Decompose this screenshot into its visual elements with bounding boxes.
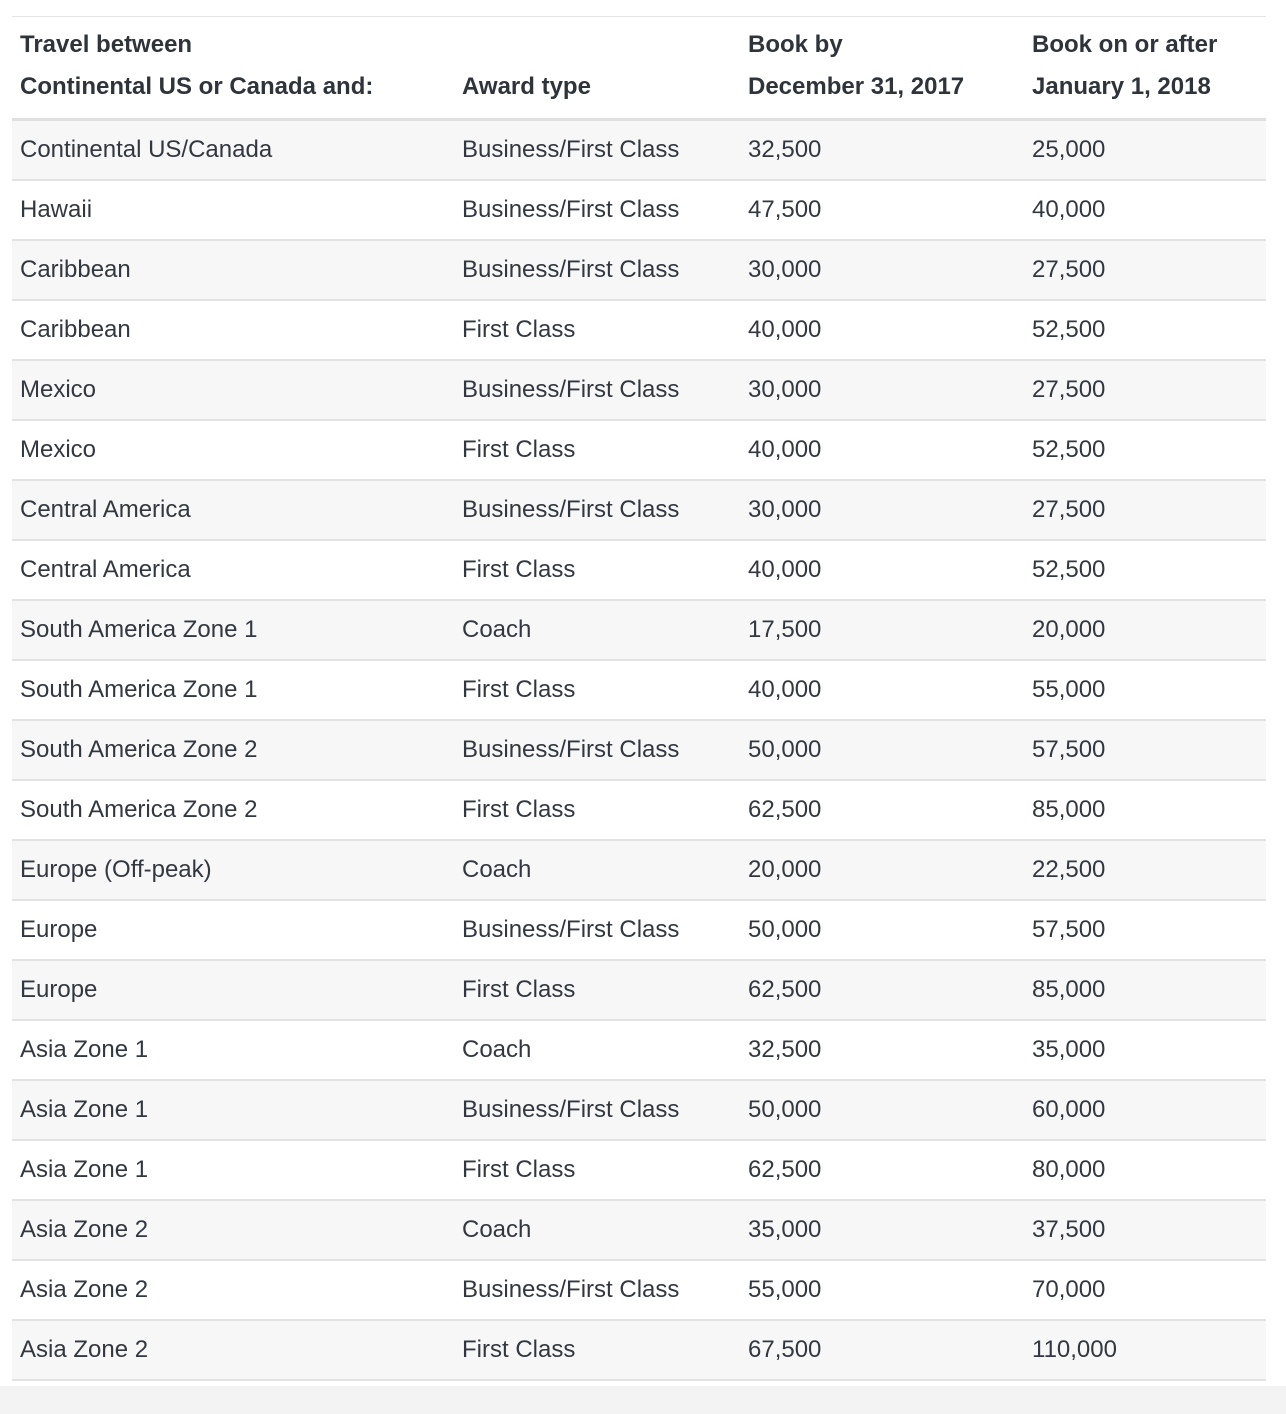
cell-book-by: 62,500: [748, 795, 822, 823]
header-book-after-line2: January 1, 2018: [1032, 73, 1211, 100]
header-book-after: [1024, 17, 1266, 120]
table-row: [12, 300, 1266, 360]
cell-destination: South America Zone 1: [20, 615, 258, 643]
table-row: [12, 360, 1266, 420]
cell-destination: Central America: [20, 495, 191, 523]
cell-destination: Europe: [20, 915, 98, 943]
header-destination: [12, 17, 454, 120]
cell-book-after: 22,500: [1032, 855, 1106, 883]
header-row: [12, 17, 1266, 120]
cell-destination: Asia Zone 1: [20, 1155, 149, 1183]
cell-book-after: 35,000: [1032, 1035, 1106, 1063]
cell-award-type: First Class: [462, 975, 576, 1003]
cell-destination: Central America: [20, 555, 191, 583]
cell-book-by: 17,500: [748, 615, 822, 643]
cell-award-type: Business/First Class: [462, 375, 680, 403]
cell-award-type: Business/First Class: [462, 255, 680, 283]
cell-award-type: Coach: [462, 855, 532, 883]
cell-book-by: 62,500: [748, 975, 822, 1003]
award-chart-table: [12, 16, 1266, 1381]
cell-award-type: Coach: [462, 1215, 532, 1243]
table-row: [12, 540, 1266, 600]
table-row: [12, 1200, 1266, 1260]
cell-book-by: 30,000: [748, 255, 822, 283]
header-book-by-line2: December 31, 2017: [748, 73, 965, 100]
cell-award-type: First Class: [462, 1335, 576, 1363]
cell-book-after: 85,000: [1032, 795, 1106, 823]
cell-destination: Continental US/Canada: [20, 135, 273, 163]
cell-book-after: 27,500: [1032, 255, 1106, 283]
cell-book-after: 57,500: [1032, 915, 1106, 943]
cell-book-after: 57,500: [1032, 735, 1106, 763]
cell-award-type: Coach: [462, 615, 532, 643]
cell-book-after: 52,500: [1032, 555, 1106, 583]
cell-award-type: Business/First Class: [462, 135, 680, 163]
cell-book-after: 20,000: [1032, 615, 1106, 643]
cell-destination: South America Zone 2: [20, 735, 258, 763]
table-body: [12, 120, 1266, 1380]
table-row: [12, 900, 1266, 960]
cell-book-after: 80,000: [1032, 1155, 1106, 1183]
table-row: [12, 600, 1266, 660]
table-header: [12, 17, 1266, 120]
header-book-after-line1: Book on or after: [1032, 31, 1218, 58]
cell-award-type: First Class: [462, 555, 576, 583]
header-book-by-line1: Book by: [748, 31, 843, 58]
table-row: [12, 120, 1266, 180]
cell-destination: Europe: [20, 975, 98, 1003]
cell-destination: Europe (Off-peak): [20, 855, 212, 883]
cell-book-by: 47,500: [748, 195, 822, 223]
table-row: [12, 180, 1266, 240]
cell-destination: Asia Zone 2: [20, 1215, 149, 1243]
cell-book-after: 27,500: [1032, 375, 1106, 403]
cell-book-after: 40,000: [1032, 195, 1106, 223]
header-destination-line1: Travel between: [20, 31, 193, 58]
cell-destination: Caribbean: [20, 255, 131, 283]
header-destination-line2: Continental US or Canada and:: [20, 73, 374, 100]
cell-book-by: 32,500: [748, 135, 822, 163]
table-row: [12, 840, 1266, 900]
cell-destination: South America Zone 2: [20, 795, 258, 823]
cell-award-type: Business/First Class: [462, 1095, 680, 1123]
cell-book-after: 60,000: [1032, 1095, 1106, 1123]
cell-destination: Mexico: [20, 375, 97, 403]
cell-book-after: 52,500: [1032, 435, 1106, 463]
cell-book-by: 30,000: [748, 495, 822, 523]
cell-award-type: Business/First Class: [462, 1275, 680, 1303]
cell-book-by: 50,000: [748, 915, 822, 943]
cell-award-type: Business/First Class: [462, 195, 680, 223]
table-row: [12, 780, 1266, 840]
header-award-type: [454, 17, 740, 120]
cell-destination: Asia Zone 2: [20, 1335, 149, 1363]
header-award-type-label: Award type: [462, 73, 591, 100]
cell-book-after: 110,000: [1032, 1335, 1117, 1363]
cell-award-type: Business/First Class: [462, 915, 680, 943]
cell-book-by: 40,000: [748, 675, 822, 703]
cell-book-by: 35,000: [748, 1215, 822, 1243]
cell-book-by: 67,500: [748, 1335, 822, 1363]
table-row: [12, 1020, 1266, 1080]
cell-award-type: Business/First Class: [462, 495, 680, 523]
cell-award-type: First Class: [462, 315, 576, 343]
table-row: [12, 720, 1266, 780]
cell-book-by: 40,000: [748, 555, 822, 583]
cell-book-after: 55,000: [1032, 675, 1106, 703]
cell-award-type: Business/First Class: [462, 735, 680, 763]
cell-award-type: First Class: [462, 795, 576, 823]
cell-award-type: First Class: [462, 675, 576, 703]
cell-book-by: 50,000: [748, 735, 822, 763]
header-book-by: [740, 17, 1024, 120]
cell-destination: Asia Zone 1: [20, 1035, 149, 1063]
cell-destination: Caribbean: [20, 315, 131, 343]
table-row: [12, 480, 1266, 540]
cell-destination: Asia Zone 1: [20, 1095, 149, 1123]
cell-book-after: 27,500: [1032, 495, 1106, 523]
table-row: [12, 1260, 1266, 1320]
cell-destination: Asia Zone 2: [20, 1275, 149, 1303]
cell-book-after: 52,500: [1032, 315, 1106, 343]
cell-book-after: 37,500: [1032, 1215, 1106, 1243]
table-row: [12, 420, 1266, 480]
table-row: [12, 1320, 1266, 1380]
cell-book-by: 40,000: [748, 315, 822, 343]
table-row: [12, 960, 1266, 1020]
cell-destination: Mexico: [20, 435, 97, 463]
table-row: [12, 660, 1266, 720]
cell-book-after: 70,000: [1032, 1275, 1106, 1303]
cell-book-after: 85,000: [1032, 975, 1106, 1003]
table-row: [12, 240, 1266, 300]
cell-destination: Hawaii: [20, 195, 93, 223]
cell-book-by: 30,000: [748, 375, 822, 403]
cell-award-type: First Class: [462, 435, 576, 463]
cell-book-by: 32,500: [748, 1035, 822, 1063]
cell-book-after: 25,000: [1032, 135, 1106, 163]
cell-book-by: 55,000: [748, 1275, 822, 1303]
table-row: [12, 1080, 1266, 1140]
award-chart-table-container: [12, 16, 1266, 1381]
cell-award-type: First Class: [462, 1155, 576, 1183]
cell-book-by: 20,000: [748, 855, 822, 883]
table-row: [12, 1140, 1266, 1200]
cell-award-type: Coach: [462, 1035, 532, 1063]
cell-book-by: 62,500: [748, 1155, 822, 1183]
cell-destination: South America Zone 1: [20, 675, 258, 703]
footer-band: [0, 1386, 1286, 1414]
cell-book-by: 40,000: [748, 435, 822, 463]
cell-book-by: 50,000: [748, 1095, 822, 1123]
